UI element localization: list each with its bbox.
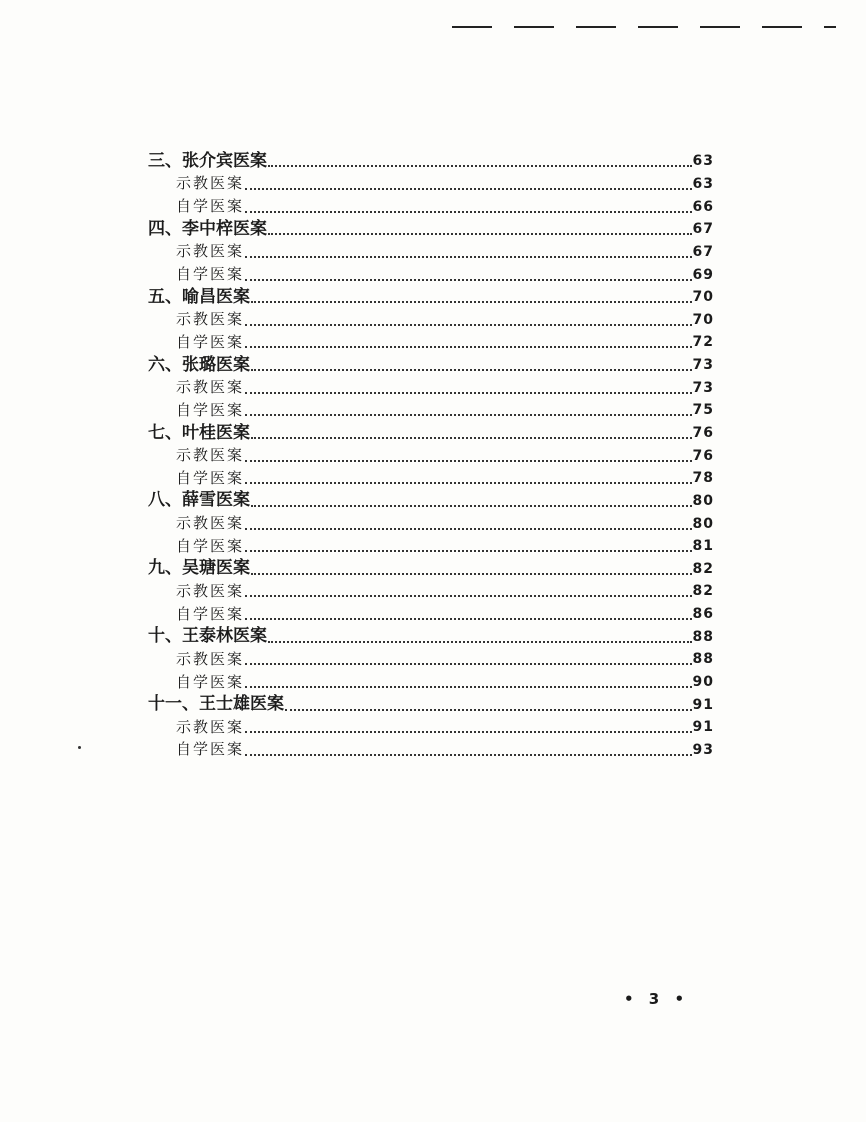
toc-subentry	[148, 716, 714, 739]
toc-entry-page: 80	[692, 515, 714, 532]
toc-entry-page: 76	[692, 447, 714, 464]
toc-entry-title: 示教医案	[176, 649, 245, 668]
scan-speck	[78, 746, 81, 749]
toc-entry-title: 自学医案	[176, 604, 245, 623]
toc-chapter-entry	[148, 218, 714, 241]
toc-entry-page: 81	[692, 538, 714, 555]
dot-leader	[245, 686, 692, 688]
toc-subentry	[148, 512, 714, 535]
page-number: • 3 •	[624, 990, 690, 1008]
toc-subentry	[148, 444, 714, 467]
toc-chapter-entry	[148, 693, 714, 716]
toc-subentry	[148, 648, 714, 671]
dot-leader	[251, 369, 692, 371]
toc-entry-page: 88	[692, 651, 714, 668]
toc-entry-page: 80	[692, 492, 714, 509]
toc-entry-title: 示教医案	[176, 717, 245, 736]
toc-entry-title: 示教医案	[176, 242, 245, 261]
toc-entry-page: 91	[692, 696, 714, 713]
toc-entry-title: 自学医案	[176, 400, 245, 419]
toc-entry-page: 67	[692, 221, 714, 238]
toc-subentry	[148, 603, 714, 626]
toc-entry-title: 自学医案	[176, 740, 245, 759]
toc-entry-page: 78	[692, 470, 714, 487]
toc-entry-page: 72	[692, 334, 714, 351]
dot-leader	[268, 165, 692, 167]
toc-entry-title: 示教医案	[176, 378, 245, 397]
toc-entry-page: 63	[692, 175, 714, 192]
dot-leader	[245, 550, 692, 552]
dot-leader	[285, 709, 692, 711]
toc-entry-title: 五、喻昌医案	[148, 286, 250, 307]
dot-leader	[245, 482, 692, 484]
dot-leader	[245, 256, 692, 258]
toc-entry-title: 自学医案	[176, 672, 245, 691]
dot-leader	[245, 279, 692, 281]
dot-leader	[245, 663, 692, 665]
toc-chapter-entry	[148, 625, 714, 648]
toc-entry-page: 69	[692, 266, 714, 283]
toc-entry-title: 示教医案	[176, 514, 245, 533]
toc-entry-page: 67	[692, 243, 714, 260]
toc-entry-title: 示教医案	[176, 174, 245, 193]
toc-entry-title: 自学医案	[176, 536, 245, 555]
toc-entry-title: 十一、王士雄医案	[148, 694, 284, 715]
toc-entry-title: 八、薛雪医案	[148, 490, 250, 511]
toc-chapter-entry	[148, 150, 714, 173]
toc-entry-title: 自学医案	[176, 197, 245, 216]
toc-entry-title: 示教医案	[176, 446, 245, 465]
toc-chapter-entry	[148, 286, 714, 309]
toc-entry-page: 91	[692, 719, 714, 736]
dot-leader	[268, 233, 692, 235]
toc-entry-title: 十、王泰林医案	[148, 626, 267, 647]
toc-entry-page: 90	[692, 674, 714, 691]
toc-chapter-entry	[148, 354, 714, 377]
toc-entry-page: 73	[692, 379, 714, 396]
toc-entry-title: 六、张璐医案	[148, 354, 250, 375]
toc-entry-title: 自学医案	[176, 332, 245, 351]
dot-leader	[245, 211, 692, 213]
dot-leader	[268, 641, 692, 643]
toc-subentry	[148, 580, 714, 603]
dot-leader	[245, 414, 692, 416]
toc-entry-page: 63	[692, 153, 714, 170]
toc-subentry	[148, 671, 714, 694]
toc-subentry	[148, 263, 714, 286]
toc-entry-page: 76	[692, 425, 714, 441]
toc-entry-page: 86	[692, 606, 714, 623]
dot-leader	[245, 324, 692, 326]
toc-subentry	[148, 399, 714, 422]
toc-subentry	[148, 308, 714, 331]
toc-entry-title: 七、叶桂医案	[148, 422, 250, 443]
toc-entry-page: 70	[692, 289, 714, 306]
toc-subentry	[148, 376, 714, 399]
dot-leader	[251, 505, 692, 507]
dot-leader	[251, 573, 692, 575]
toc-entry-page: 82	[692, 583, 714, 600]
toc-subentry	[148, 331, 714, 354]
toc-entry-page: 70	[692, 311, 714, 328]
toc-entry-title: 自学医案	[176, 265, 245, 284]
toc-entry-page: 66	[692, 198, 714, 215]
toc-subentry	[148, 173, 714, 196]
toc-subentry	[148, 195, 714, 218]
toc-entry-page: 82	[692, 560, 714, 577]
dot-leader	[245, 595, 692, 597]
toc-entry-title: 九、吴瑭医案	[148, 558, 250, 579]
dot-leader	[245, 346, 692, 348]
toc-entry-title: 示教医案	[176, 310, 245, 329]
toc-subentry	[148, 241, 714, 264]
toc-entry-title: 自学医案	[176, 468, 245, 487]
dot-leader	[245, 188, 692, 190]
toc-entry-title: 示教医案	[176, 581, 245, 600]
table-of-contents	[148, 150, 714, 761]
toc-chapter-entry	[148, 490, 714, 513]
dot-leader	[251, 301, 692, 303]
toc-entry-title: 四、李中梓医案	[148, 218, 267, 239]
toc-subentry	[148, 535, 714, 558]
toc-subentry	[148, 467, 714, 490]
toc-entry-page: 75	[692, 402, 714, 419]
dot-leader	[251, 437, 692, 439]
toc-entry-page: 73	[692, 357, 714, 374]
toc-entry-page: 93	[692, 741, 714, 758]
dot-leader	[245, 618, 692, 620]
toc-entry-title: 三、张介宾医案	[148, 150, 267, 171]
dot-leader	[245, 528, 692, 530]
top-dash-rule	[452, 26, 866, 28]
dot-leader	[245, 754, 692, 756]
dot-leader	[245, 392, 692, 394]
dot-leader	[245, 460, 692, 462]
toc-subentry	[148, 739, 714, 762]
toc-entry-page: 88	[692, 628, 714, 645]
toc-chapter-entry	[148, 558, 714, 581]
toc-chapter-entry	[148, 422, 714, 445]
dot-leader	[245, 731, 692, 733]
